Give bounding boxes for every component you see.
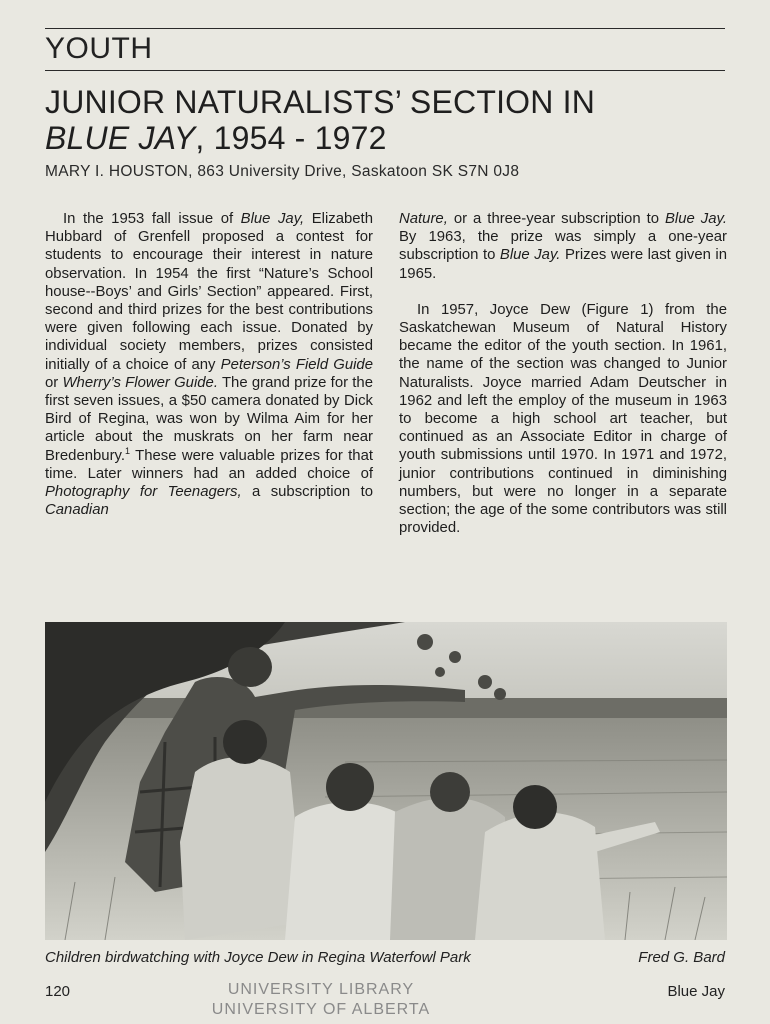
right-column [399,210,727,537]
author-byline: MARY I. HOUSTON, 863 University Drive, Saskatoon SK S7N 0J8 [45,163,520,180]
article-title [45,84,595,156]
section-rule [45,70,725,71]
stamp-line-2: UNIVERSITY OF ALBERTA [211,1001,431,1018]
stamp-line-1: UNIVERSITY LIBRARY [227,981,415,998]
figure-caption: Children birdwatching with Joyce Dew in Regina Waterfowl Park [45,949,471,966]
page-number: 120 [45,983,71,1000]
photo-credit: Fred G. Bard [638,949,725,966]
section-label: YOUTH [45,32,153,65]
paragraph: In the 1953 fall issue of Blue Jay, Elizabeth Hubbard of Grenfell proposed a contest for students to encourage their interest in nature observation. In 1954 the first “Nature’s School house--Boys’ and Girls’ Section” appeared. First, second and third prizes for the best contributions were given following each issue. Donated by individual society members, prizes consisted initially of a choice of any Peterson’s Field Guide or Wherry’s Flower Guide. The grand prize for the first seven issues, a $50 camera donated by Dick Bird of Regina, was won by Wilma Aim for her article about the muskrats on her farm near Bredenbury.$^1$ These were valuable prizes for that time. Later winners had an added choice of Photography for Teenagers, a subscription to Canadian [45,211,373,519]
paragraph: Nature, or a three-year subscription to Blue Jay. By 1963, the prize was simply a one-year subscription to Blue Jay. Prizes were last given in 1965. [399,211,727,282]
top-rule [45,28,725,29]
journal-name: Blue Jay [667,983,725,1000]
title-years: , 1954 - 1972 [195,120,387,156]
footnote-marker: 1 [125,445,131,456]
paragraph: In 1957, Joyce Dew (Figure 1) from the Saskatchewan Museum of Natural History became the editor of the youth section. In 1961, the name of the section was changed to Junior Naturalists. Joyce married Adam Deutscher in 1962 and left the employ of the museum in 1963 to become a high school art teacher, but continued as an Associate Editor in charge of youth submissions until 1970. In 1971 and 1972, junior contributions continued in diminishing numbers, but were no longer in a separate section; the age of the some contributors was still provided. [399,301,727,537]
left-column [45,210,373,519]
birdwatching-photo [45,622,727,940]
title-journal: BLUE JAY [45,120,196,156]
library-stamp [205,980,437,1020]
title-line-1: JUNIOR NATURALISTS’ SECTION IN [45,84,596,120]
